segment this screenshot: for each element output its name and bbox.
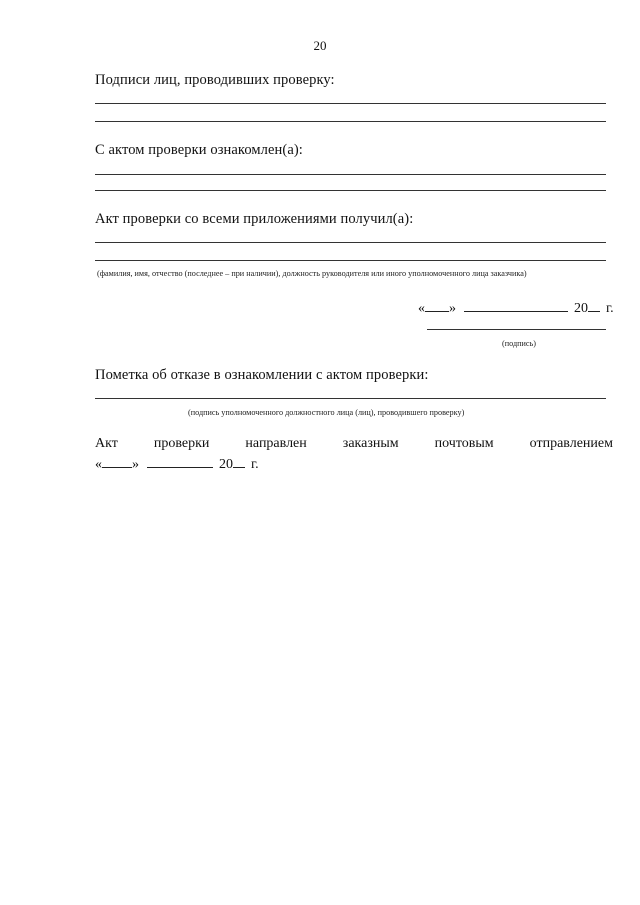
received-caption: (фамилия, имя, отчество (последнее – при наличии), должность руководителя или иного уполномоченного лица заказчика) <box>97 269 527 278</box>
mail-note-word: направлен <box>245 436 307 451</box>
date-close-quote: » <box>449 301 456 316</box>
date-day-blank[interactable] <box>425 299 449 312</box>
acquainted-line-2[interactable] <box>95 190 606 191</box>
mail-date-year-suffix: г. <box>251 457 259 472</box>
signatures-heading: Подписи лиц, проводивших проверку: <box>95 72 335 88</box>
mail-note-word: Акт <box>95 436 118 451</box>
received-line-1[interactable] <box>95 242 606 243</box>
mail-date-month-blank[interactable] <box>147 455 213 468</box>
mail-note-word: отправлением <box>529 436 613 451</box>
refusal-caption: (подпись уполномоченного должностного лица (лиц), проводившего проверку) <box>188 408 465 417</box>
date-open-quote: « <box>418 301 425 316</box>
refusal-line[interactable] <box>95 398 606 399</box>
mail-note-word: заказным <box>342 436 399 451</box>
mail-note <box>95 436 613 452</box>
mail-date-year-blank[interactable] <box>233 455 245 468</box>
page-number: 20 <box>313 38 327 53</box>
mail-date-day-blank[interactable] <box>102 455 132 468</box>
date-year-blank[interactable] <box>588 299 600 312</box>
acquainted-line-1[interactable] <box>95 174 606 175</box>
mail-date-close-quote: » <box>132 457 139 472</box>
signature-line[interactable] <box>427 329 606 330</box>
date-month-blank[interactable] <box>464 299 568 312</box>
mail-note-word: почтовым <box>434 436 494 451</box>
date-field <box>418 299 614 317</box>
signature-line-1[interactable] <box>95 103 606 104</box>
refusal-heading: Пометка об отказе в ознакомлении с актом проверки: <box>95 367 429 383</box>
received-heading: Акт проверки со всеми приложениями получил(а): <box>95 211 414 227</box>
signature-line-2[interactable] <box>95 121 606 122</box>
signature-caption: (подпись) <box>502 339 536 348</box>
date-year-prefix: 20 <box>574 301 588 316</box>
received-line-2[interactable] <box>95 260 606 261</box>
mail-date-year-prefix: 20 <box>219 457 233 472</box>
acquainted-heading: С актом проверки ознакомлен(а): <box>95 142 303 158</box>
date-year-suffix: г. <box>606 301 614 316</box>
mail-date-open-quote: « <box>95 457 102 472</box>
mail-note-word: проверки <box>153 436 210 451</box>
mail-date-field <box>95 455 259 473</box>
